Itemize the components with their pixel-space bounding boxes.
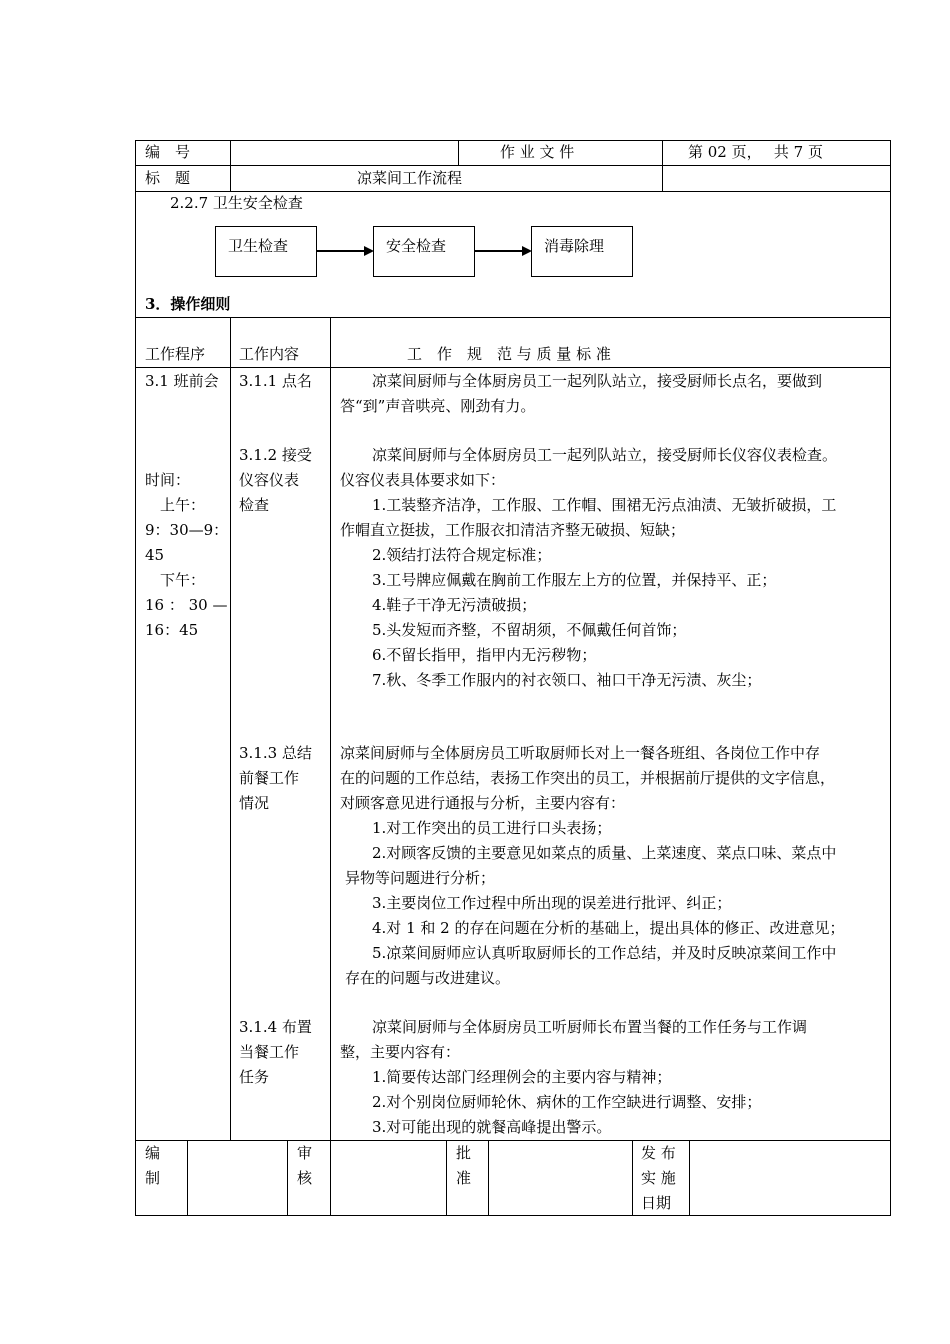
procedure-afternoon-time-a: 16 ： 30 —: [145, 596, 228, 614]
section-divider: [135, 317, 891, 318]
footer-reviewed-a: 审: [297, 1144, 313, 1162]
standard-313-line-5: 2.对顾客反馈的主要意见如菜点的质量、上菜速度、菜点口味、菜点中: [372, 844, 837, 862]
standard-311-line-2: 答“到”声音哄亮、刚劲有力。: [340, 397, 536, 415]
procedure-title: 3.1 班前会: [145, 372, 219, 390]
procedure-morning-time-a: 9：30—9：: [145, 521, 229, 539]
title-value: 凉菜间工作流程: [357, 169, 463, 187]
footer-col-divider-1: [187, 1140, 188, 1216]
table-border-bottom: [135, 1215, 891, 1216]
procedure-morning-time-b: 45: [145, 546, 165, 564]
footer-approved-b: 准: [456, 1169, 472, 1187]
standard-313-line-10: 存在的问题与改进建议。: [345, 969, 511, 987]
standard-312-line-7: 4.鞋子干净无污渍破损；: [372, 596, 537, 614]
standard-312-line-3: 1.工装整齐洁净，工作服、工作帽、围裙无污点油渍、无皱折破损，工: [372, 496, 837, 514]
body-col-divider-2: [330, 317, 331, 1140]
header-col-divider-1: [230, 140, 231, 191]
standard-312-line-5: 2.领结打法符合规定标准；: [372, 546, 552, 564]
content-312-line-3: 检查: [239, 496, 270, 514]
footer-col-divider-5: [488, 1140, 489, 1216]
standard-313-line-8: 4.对 1 和 2 的存在问题在分析的基础上，提出具体的修正、改进意见；: [372, 919, 845, 937]
content-312-line-1: 3.1.2 接受: [239, 446, 312, 464]
procedure-morning-label: 上午：: [160, 496, 206, 514]
standard-312-line-9: 6.不留长指甲，指甲内无污秽物；: [372, 646, 597, 664]
flow-arrow-1-line: [317, 250, 369, 252]
flow-box-safety: [373, 226, 475, 277]
standard-312-line-2: 仪容仪表具体要求如下：: [340, 471, 506, 489]
table-border-left: [135, 140, 136, 1216]
content-312-line-2: 仪容仪表: [239, 471, 300, 489]
standard-313-line-7: 3.主要岗位工作过程中所出现的误差进行批评、纠正；: [372, 894, 732, 912]
footer-compiled-b: 制: [145, 1169, 161, 1187]
flow-box-hygiene-label: 卫生检查: [228, 237, 289, 255]
col-header-standard: 工 作 规 范 与 质 量 标 准: [407, 345, 611, 363]
page-info: 第 02 页， 共 7 页: [688, 143, 823, 161]
content-314-line-3: 任务: [239, 1068, 270, 1086]
standard-314-line-1: 凉菜间厨师与全体厨房员工听厨师长布置当餐的工作任务与工作调: [372, 1018, 808, 1036]
content-313-line-3: 情况: [239, 794, 270, 812]
flow-box-disinfect-label: 消毒除理: [544, 237, 605, 255]
flow-box-disinfect: [531, 226, 633, 277]
content-313-line-1: 3.1.3 总结: [239, 744, 312, 762]
section-3-heading: 3．操作细则: [145, 295, 231, 313]
header-col-divider-2: [458, 140, 459, 166]
footer-compiled-a: 编: [145, 1144, 161, 1162]
col-header-procedure: 工作程序: [145, 345, 206, 363]
footer-col-divider-4: [446, 1140, 447, 1216]
flow-box-safety-label: 安全检查: [386, 237, 447, 255]
standard-313-line-9: 5.凉菜间厨师应认真听取厨师长的工作总结，并及时反映凉菜间工作中: [372, 944, 837, 962]
standard-314-line-4: 2.对个别岗位厨师轮休、病休的工作空缺进行调整、安排；: [372, 1093, 762, 1111]
flow-arrow-2-line: [475, 250, 527, 252]
section-227-heading: 2.2.7 卫生安全检查: [170, 194, 303, 212]
header-divider: [135, 165, 891, 166]
doc-type: 作 业 文 件: [500, 143, 575, 161]
standard-314-line-5: 3.对可能出现的就餐高峰提出警示。: [372, 1118, 612, 1136]
procedure-afternoon-label: 下午：: [160, 571, 206, 589]
footer-col-divider-3: [330, 1140, 331, 1216]
standard-313-line-3: 对顾客意见进行通报与分析，主要内容有：: [340, 794, 626, 812]
footer-divider: [135, 1140, 891, 1141]
content-313-line-2: 前餐工作: [239, 769, 300, 787]
procedure-afternoon-time-b: 16：45: [145, 621, 199, 639]
content-314-line-1: 3.1.4 布置: [239, 1018, 312, 1036]
header-col-divider-3: [662, 140, 663, 191]
standard-313-line-6: 异物等问题进行分析；: [345, 869, 496, 887]
standard-313-line-4: 1.对工作突出的员工进行口头表扬；: [372, 819, 612, 837]
standard-312-line-10: 7.秋、冬季工作服内的衬衣领口、袖口干净无污渍、灰尘；: [372, 671, 762, 689]
footer-release-a: 发 布: [641, 1144, 676, 1162]
standard-312-line-1: 凉菜间厨师与全体厨房员工一起列队站立，接受厨师长仪容仪表检查。: [372, 446, 838, 464]
footer-release-c: 日期: [641, 1194, 672, 1212]
footer-reviewed-b: 核: [297, 1169, 313, 1187]
footer-col-divider-2: [287, 1140, 288, 1216]
standard-313-line-2: 在的问题的工作总结，表扬工作突出的员工，并根据前厅提供的文字信息，: [340, 769, 836, 787]
table-border-right: [890, 140, 891, 1216]
title-label: 标 题: [145, 169, 191, 187]
col-header-content: 工作内容: [239, 345, 300, 363]
column-header-divider: [135, 367, 891, 368]
standard-314-line-2: 整，主要内容有：: [340, 1043, 461, 1061]
procedure-time-label: 时间：: [145, 471, 191, 489]
standard-314-line-3: 1.简要传达部门经理例会的主要内容与精神；: [372, 1068, 672, 1086]
footer-release-b: 实 施: [641, 1169, 676, 1187]
standard-311-line-1: 凉菜间厨师与全体厨房员工一起列队站立，接受厨师长点名，要做到: [372, 372, 823, 390]
standard-312-line-6: 3.工号牌应佩戴在胸前工作服左上方的位置，并保持平、正；: [372, 571, 777, 589]
number-label: 编 号: [145, 143, 191, 161]
standard-312-line-4: 作帽直立挺拔，工作服衣扣清洁齐整无破损、短缺；: [340, 521, 686, 539]
standard-313-line-1: 凉菜间厨师与全体厨房员工听取厨师长对上一餐各班组、各岗位工作中存: [340, 744, 821, 762]
footer-col-divider-6: [632, 1140, 633, 1216]
footer-approved-a: 批: [456, 1144, 472, 1162]
standard-312-line-8: 5.头发短而齐整，不留胡须，不佩戴任何首饰；: [372, 621, 687, 639]
content-314-line-2: 当餐工作: [239, 1043, 300, 1061]
content-311-line-1: 3.1.1 点名: [239, 372, 312, 390]
footer-col-divider-7: [689, 1140, 690, 1216]
body-col-divider-1: [230, 317, 231, 1140]
flow-box-hygiene: [215, 226, 317, 277]
